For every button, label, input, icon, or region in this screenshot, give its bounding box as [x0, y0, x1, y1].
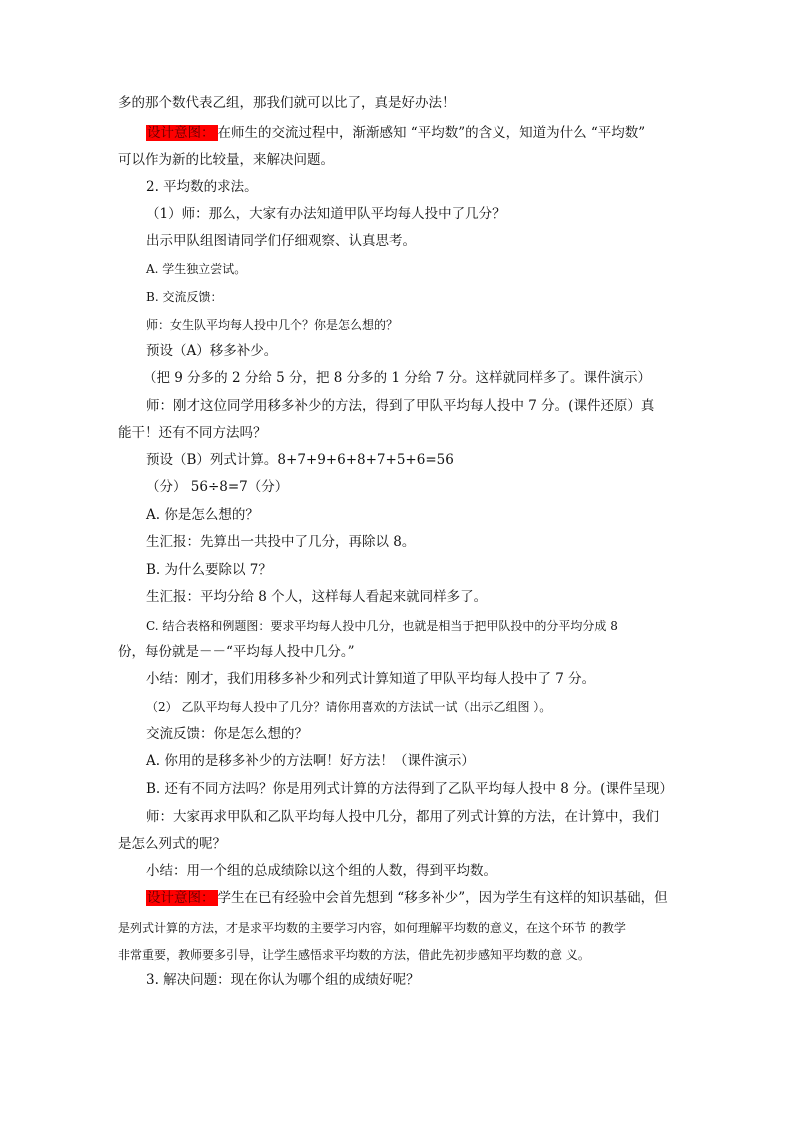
- text-line: （1）师：那么，大家有办法知道甲队平均每人投中了几分？: [146, 206, 506, 222]
- text-line: 3. 解决问题：现在你认为哪个组的成绩好呢？: [146, 972, 420, 988]
- text-line: 非常重要，教师要多引导，让学生感悟求平均数的方法，借此先初步感知平均数的意 义。: [118, 948, 590, 962]
- text-line: 预设（A）移多补少。: [146, 343, 278, 359]
- text-line: （把 9 分多的 2 分给 5 分，把 8 分多的 1 分给 7 分。这样就同样多了。课件演示）: [143, 370, 652, 386]
- text-line: A. 你用的是移多补少的方法啊！好方法！（课件演示）: [146, 753, 475, 769]
- text-line: 可以作为新的比较量，来解决问题。: [118, 152, 334, 168]
- text-line: B. 为什么要除以 7？: [146, 562, 272, 578]
- text-line: B. 还有不同方法吗？你是用列式计算的方法得到了乙队平均每人投中 8 分。(课件呈现）: [146, 781, 673, 797]
- design-intent-label: 设计意图：: [146, 890, 218, 906]
- text-line: 师：刚才这位同学用移多补少的方法，得到了甲队平均每人投中 7 分。(课件还原）真: [146, 398, 655, 414]
- text-line: 是怎么列式的呢？: [118, 836, 226, 852]
- text-line: （分） 56÷8=7（分）: [146, 479, 289, 495]
- text-line: 小结：用一个组的总成绩除以这个组的人数，得到平均数。: [146, 863, 497, 879]
- design-intent-label: 设计意图：: [146, 125, 218, 141]
- text-line: 份，每份就是－－“平均每人投中几分。”: [118, 644, 355, 660]
- text-line: 师：大家再求甲队和乙队平均每人投中几分，都用了列式计算的方法，在计算中，我们: [146, 809, 659, 825]
- text-line: 出示甲队组图请同学们仔细观察、认真思考。: [146, 233, 416, 249]
- text-line: 能干！还有不同方法吗？: [118, 425, 267, 441]
- text-line: 师：女生队平均每人投中几个？你是怎么想的？: [146, 318, 399, 332]
- text-line: （2） 乙队平均每人投中了几分？请你用喜欢的方法试一试（出示乙组图 ）。: [146, 700, 552, 714]
- text-line: 生汇报：先算出一共投中了几分，再除以 8。: [146, 534, 416, 550]
- text-line: 交流反馈：你是怎么想的？: [146, 726, 308, 742]
- text-line: 预设（B）列式计算。8+7+9+6+8+7+5+6=56: [146, 452, 454, 468]
- text-line: B. 交流反馈：: [146, 290, 223, 304]
- text-line: 小结：刚才，我们用移多补少和列式计算知道了甲队平均每人投中了 7 分。: [146, 671, 596, 687]
- text-line: A. 学生独立尝试。: [146, 262, 247, 276]
- text-line: A. 你是怎么想的？: [146, 507, 259, 523]
- text-line: 2. 平均数的求法。: [146, 179, 258, 195]
- text-line: 多的那个数代表乙组，那我们就可以比了，真是好办法！: [118, 95, 456, 111]
- text-line: 是列式计算的方法，才是求平均数的主要学习内容，如何理解平均数的意义，在这个环节 的教学: [118, 921, 626, 935]
- text-line: 设计意图： 在师生的交流过程中，渐渐感知 “平均数”的含义，知道为什么 “平均数”: [147, 125, 646, 141]
- text-line: 设计意图： 学生在已有经验中会首先想到 “移多补少”，因为学生有这样的知识基础，但: [147, 890, 668, 906]
- text-line: 生汇报：平均分给 8 个人，这样每人看起来就同样多了。: [146, 589, 488, 605]
- text-line: C. 结合表格和例题图：要求平均每人投中几分，也就是相当于把甲队投中的分平均分成 8: [146, 619, 618, 633]
